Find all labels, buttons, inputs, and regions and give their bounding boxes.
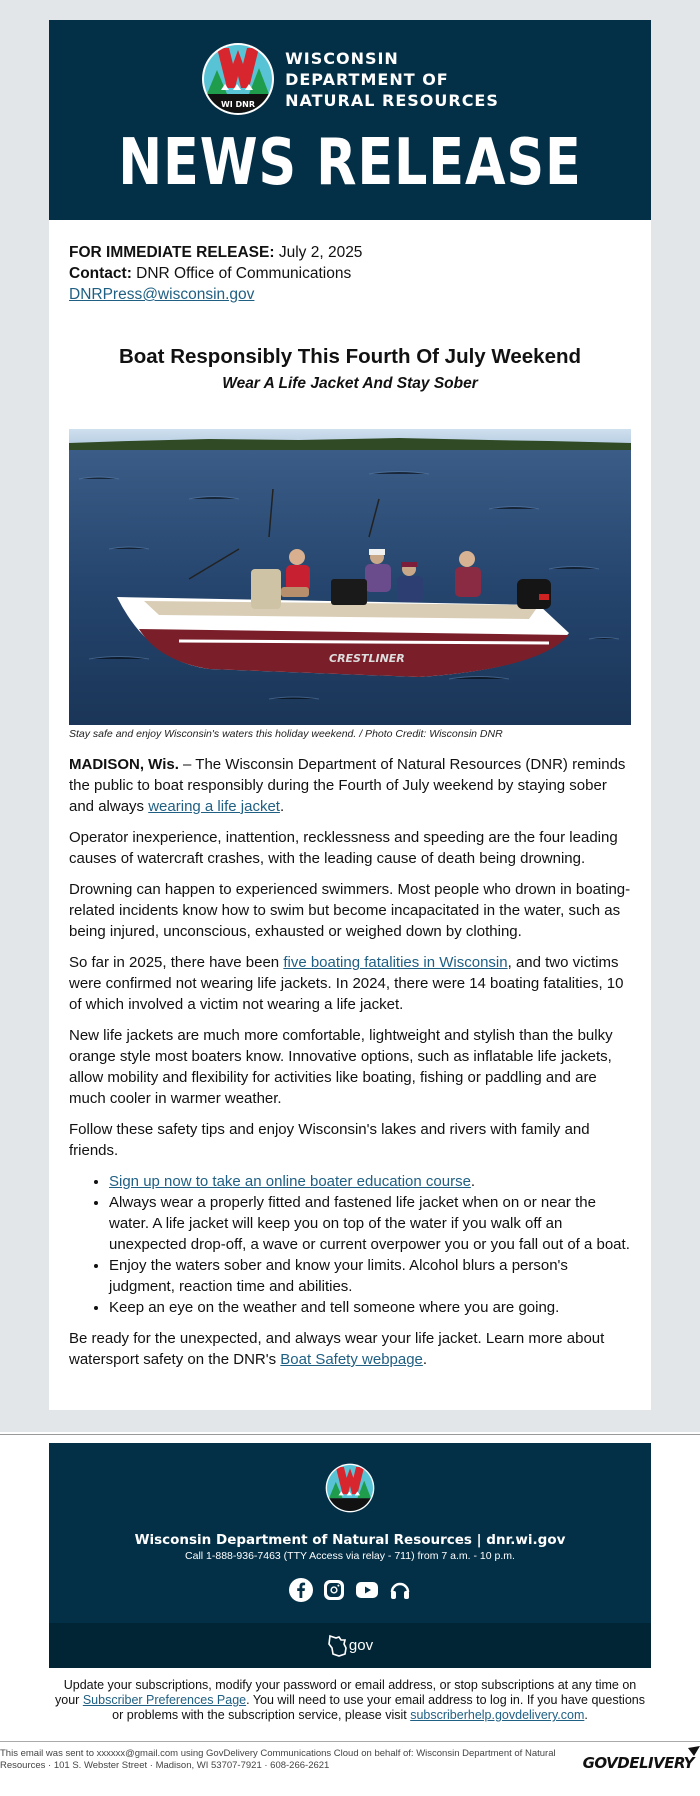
- govdelivery-logo[interactable]: [583, 1754, 700, 1772]
- safety-tips-list: [109, 1171, 631, 1318]
- sub-text-3: .: [584, 1708, 588, 1722]
- boat-brand-text: CRESTLINER: [329, 652, 405, 665]
- paragraph-6: Follow these safety tips and enjoy Wisconsin's lakes and rivers with family and friends.: [69, 1121, 590, 1159]
- brand-line-1: WISCONSIN: [285, 48, 399, 68]
- p1-end: .: [279, 798, 285, 815]
- release-card: [49, 20, 651, 1410]
- list-item: [109, 1171, 631, 1192]
- boat-photo: [69, 429, 631, 725]
- bottom-notice: [0, 1741, 700, 1772]
- envelope-icon: [688, 1746, 700, 1756]
- podcast-icon[interactable]: [388, 1578, 412, 1602]
- youtube-icon[interactable]: [355, 1578, 379, 1602]
- brand-line-3: NATURAL RESOURCES: [285, 90, 499, 110]
- paragraph-5: New life jackets are much more comfortable, lightweight and stylish than the bulky orange style most boaters know. Innovative options, such as inflatable life jackets, allow mobility and flexibility for activities like boating, fishing or paddling and are much cooler in warmer weather.: [69, 1027, 613, 1107]
- brand-row: [49, 42, 651, 116]
- contact-value: DNR Office of Communications: [136, 265, 352, 282]
- subscriber-help-link[interactable]: subscriberhelp.govdelivery.com: [410, 1708, 585, 1722]
- release-meta: [49, 220, 651, 305]
- sub-text-2: . You will need to use your email address to log in. If you have questions or problems with the subscription service, please visit: [112, 1693, 645, 1722]
- boater-education-link[interactable]: Sign up now to take an online boater education course: [109, 1173, 471, 1190]
- press-email-link[interactable]: DNRPress@wisconsin.gov: [69, 286, 255, 303]
- facebook-icon[interactable]: [289, 1578, 313, 1602]
- paragraph-1: [69, 754, 631, 817]
- logo-text: WI DNR: [221, 100, 256, 109]
- photo-caption: Stay safe and enjoy Wisconsin's waters this holiday weekend. / Photo Credit: Wisconsin DNR: [69, 728, 503, 740]
- boat-safety-link[interactable]: Boat Safety webpage: [280, 1351, 423, 1368]
- wisconsin-state-icon: [327, 1634, 349, 1658]
- news-release-title: NEWS RELEASE: [118, 126, 582, 200]
- p7-end: .: [422, 1351, 428, 1368]
- life-jacket-link[interactable]: wearing a life jacket: [148, 798, 280, 815]
- article-body: [49, 740, 651, 1410]
- headline-subtitle: Wear A Life Jacket And Stay Sober: [222, 375, 478, 392]
- fatalities-link[interactable]: five boating fatalities in Wisconsin: [283, 954, 508, 971]
- paragraph-3: Drowning can happen to experienced swimmers. Most people who drown in boating-related incidents know how to swim but become incapacitated in the water, such as being injured, unconscious, exhausted or weighed down by clothing.: [69, 881, 631, 940]
- email-notice: This email was sent to xxxxxx@gmail.com using GovDelivery Communications Cloud on behalf of: Wisconsin Department of Natural Resources · 101 S. Webster Street · Madison, WI 53707-7921 · 608-266-2621: [0, 1748, 556, 1771]
- govdelivery-brand: GOVDELIVERY: [582, 1754, 694, 1772]
- wi-dnr-logo-icon: [201, 42, 275, 116]
- instagram-icon[interactable]: [322, 1578, 346, 1602]
- footer-wrap: [0, 1435, 700, 1668]
- gov-band: [49, 1623, 651, 1668]
- release-label: FOR IMMEDIATE RELEASE:: [69, 244, 275, 261]
- subscriber-preferences-link[interactable]: Subscriber Preferences Page: [82, 1693, 247, 1707]
- headline: [49, 345, 651, 393]
- gov-label: gov: [348, 1637, 374, 1654]
- brand-text: [285, 48, 499, 111]
- footer-org: Wisconsin Department of Natural Resources | dnr.wi.gov: [134, 1532, 566, 1548]
- release-date-line: [69, 242, 631, 263]
- contact-line: [69, 263, 631, 284]
- brand-line-2: DEPARTMENT OF: [285, 69, 449, 89]
- p1-text: – The Wisconsin Department of Natural Resources (DNR) reminds the public to boat responsibly during the Fourth of July weekend by staying sober and always: [69, 756, 626, 815]
- p4-end: , and two victims were confirmed not wearing life jackets. In 2024, there were 14 boating fatalities, 10 of which involved a victim not wearing a life jacket.: [69, 954, 624, 1013]
- footer-call: Call 1-888-936-7463 (TTY Access via relay - 711) from 7 a.m. - 10 p.m.: [185, 1550, 515, 1562]
- tip1-end: .: [470, 1173, 476, 1190]
- list-item: • Always wear a properly fitted and fastened life jacket when on or near the water. A life jacket will keep you on top of the water if you walk off an unexpected drop-off, a wave or current overpower you or you fall out of a boat.: [109, 1192, 631, 1255]
- list-item: • Keep an eye on the weather and tell someone where you are going.: [109, 1297, 631, 1318]
- p4-start: So far in 2025, there have been: [69, 954, 284, 971]
- dnr-footer: [49, 1443, 651, 1623]
- sub-text-1: Update your subscriptions, modify your password or email address, or stop subscriptions at any time on your: [55, 1678, 637, 1707]
- list-item: • Enjoy the waters sober and know your limits. Alcohol blurs a person's judgment, reaction time and abilities.: [109, 1255, 631, 1297]
- social-links: [49, 1578, 651, 1602]
- contact-label: Contact:: [69, 265, 132, 282]
- footer-logo-icon: [325, 1463, 375, 1513]
- paragraph-2: Operator inexperience, inattention, recklessness and speeding are the four leading causes of watercraft crashes, with the leading cause of death being drowning.: [69, 829, 618, 867]
- paragraph-4: [69, 952, 631, 1015]
- release-header: [49, 20, 651, 220]
- headline-title: Boat Responsibly This Fourth Of July Weekend: [118, 345, 582, 368]
- p7-start: Be ready for the unexpected, and always wear your life jacket. Learn more about watersport safety on the DNR's: [69, 1330, 605, 1368]
- boat-photo-illustration: [69, 429, 631, 725]
- release-date: July 2, 2025: [278, 244, 363, 261]
- dateline: MADISON, Wis.: [69, 756, 179, 773]
- paragraph-7: [69, 1328, 631, 1370]
- subscription-text: [50, 1678, 650, 1723]
